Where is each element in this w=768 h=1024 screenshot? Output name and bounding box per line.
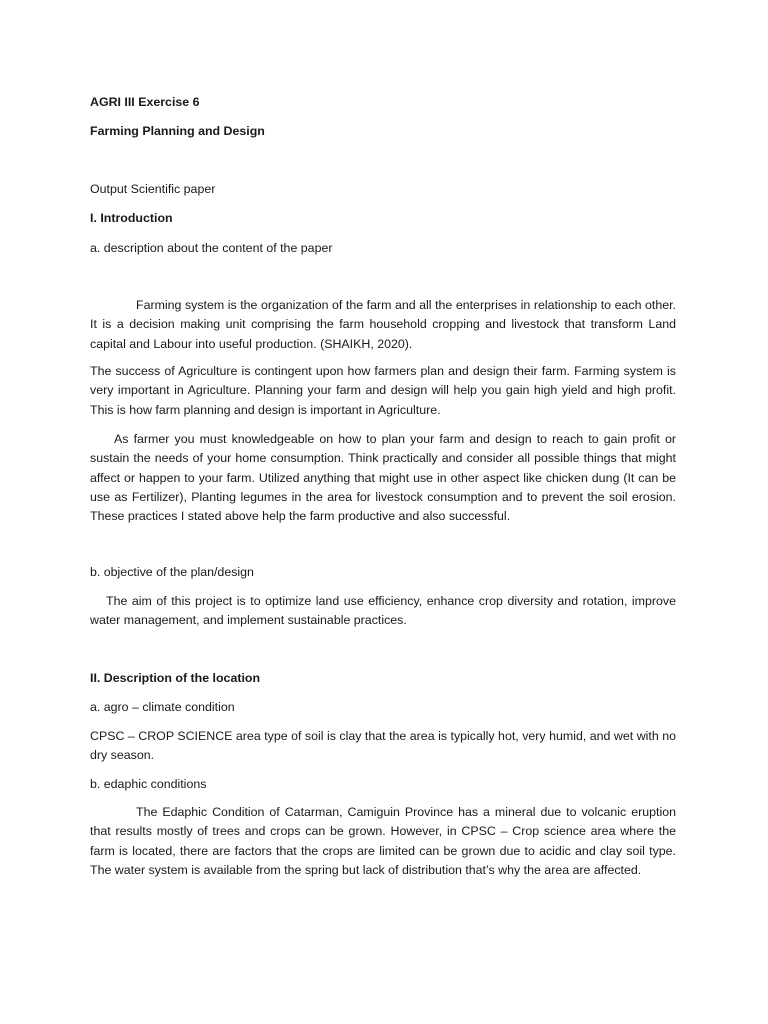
subheading-objective: b. objective of the plan/design: [90, 565, 254, 579]
intro-paragraph-3: As farmer you must knowledgeable on how to plan your farm and design to reach to gain profit or sustain the needs of your home consumption. Think practically and consider all possible things that might affect or happen to your farm. Utilized anything that might use in other aspect like chicken dung (It can be use as Fertilizer), Planting legumes in the area for livestock consumption and to prevent the soil erosion. These practices I stated above help the farm productive and also successful.: [90, 432, 676, 524]
subheading-description: a. description about the content of the paper: [90, 241, 333, 255]
section-heading-introduction: I. Introduction: [90, 211, 173, 225]
document-title: Farming Planning and Design: [90, 124, 265, 138]
course-title: AGRI III Exercise 6: [90, 95, 200, 109]
agro-climate-paragraph: CPSC – CROP SCIENCE area type of soil is clay that the area is typically hot, very humid, and wet with no dry season.: [90, 729, 676, 763]
subheading-agro-climate: a. agro – climate condition: [90, 700, 235, 714]
subheading-edaphic: b. edaphic conditions: [90, 777, 207, 791]
section-heading-location: II. Description of the location: [90, 671, 261, 685]
output-label: Output Scientific paper: [90, 182, 216, 196]
intro-paragraph-2: The success of Agriculture is contingent upon how farmers plan and design their farm. Farming system is very important in Agriculture. Planning your farm and design will help you gain high yield and high profit. This is how farm planning and design is important in Agriculture.: [90, 364, 676, 417]
objective-paragraph: The aim of this project is to optimize land use efficiency, enhance crop diversity and rotation, improve water management, and implement sustainable practices.: [90, 594, 676, 628]
intro-paragraph-1: Farming system is the organization of the farm and all the enterprises in relationship to each other. It is a decision making unit comprising the farm household cropping and livestock that transform Land capital and Labour into useful production. (SHAIKH, 2020).: [90, 298, 676, 351]
edaphic-paragraph: The Edaphic Condition of Catarman, Camiguin Province has a mineral due to volcanic eruption that results mostly of trees and crops can be grown. However, in CPSC – Crop science area where the farm is located, there are factors that the crops are limited can be grown due to acidic and clay soil type. The water system is available from the spring but lack of distribution that’s why the area are affected.: [90, 805, 676, 877]
